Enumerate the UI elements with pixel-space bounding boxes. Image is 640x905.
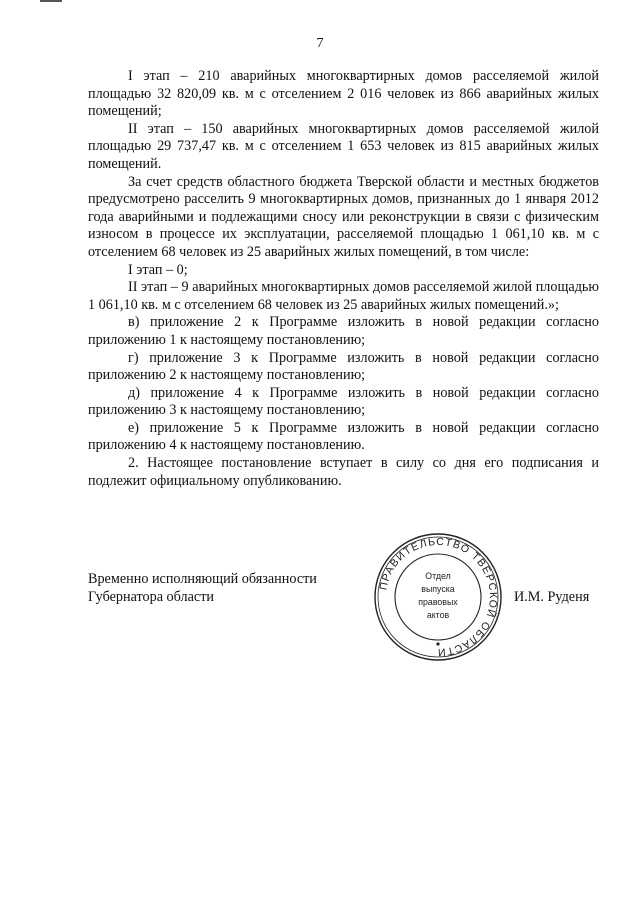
- stamp-center-line4: актов: [426, 610, 450, 620]
- paragraph-item-d: д) приложение 4 к Программе изложить в новой редакции согласно приложению 3 к настоящему постановлению;: [88, 384, 599, 419]
- page-number: 7: [316, 36, 324, 51]
- paragraph-item-g: г) приложение 3 к Программе изложить в новой редакции согласно приложению 2 к настоящему постановлению;: [88, 349, 599, 384]
- paragraph-effective-date: 2. Настоящее постановление вступает в силу со дня его подписания и подлежит официальному опубликованию.: [88, 455, 599, 489]
- signer-position: [88, 571, 317, 606]
- paragraph-stage-1: I этап – 210 аварийных многоквартирных домов расселяемой жилой площадью 32 820,09 кв. м с отселением 2 016 человек из 866 аварийных жилых помещений;: [88, 68, 599, 120]
- stamp-ring-text: ПРАВИТЕЛЬСТВО ТВЕРСКОЙ ОБЛАСТИ: [377, 535, 500, 659]
- paragraph-item-v: в) приложение 2 к Программе изложить в новой редакции согласно приложению 1 к настоящему постановлению;: [88, 314, 599, 348]
- paragraph-item-e: е) приложение 5 к Программе изложить в новой редакции согласно приложению 4 к настоящему постановлению.: [88, 419, 599, 454]
- paragraph-stage-2: II этап – 150 аварийных многоквартирных домов расселяемой жилой площадью 29 737,47 кв. м с отселением 1 653 человек из 815 аварийных жилых помещений.: [88, 120, 599, 172]
- official-stamp: [372, 531, 504, 663]
- paragraph-stage-2-regional: II этап – 9 аварийных многоквартирных домов расселяемой жилой площадью 1 061,10 кв. м с отселением 68 человек из 25 аварийных жилых помещений.»;: [88, 279, 599, 313]
- signer-position-line2: Губернатора области: [88, 588, 214, 605]
- paragraph-stage-1-zero: I этап – 0;: [128, 261, 188, 278]
- stamp-seal-graphic: [372, 531, 504, 663]
- stamp-center-line1: Отдел: [425, 571, 451, 581]
- stamp-dot-icon: [436, 642, 439, 645]
- paragraph-regional-budget: За счет средств областного бюджета Тверской области и местных бюджетов предусмотрено расселить 9 многоквартирных домов, признанных до 1 января 2012 года аварийными и подлежащими сносу или реконструкции в связи с физическим износом в процессе их эксплуатации, расселяемой площадью 1 061,10 кв. м с отселением 68 человек из 25 аварийных жилых помещений, в том числе:: [88, 173, 599, 260]
- stamp-center-line2: выпуска: [421, 584, 455, 594]
- stamp-center-line3: правовых: [418, 597, 458, 607]
- scan-corner-mark: [40, 0, 62, 2]
- signer-position-line1: Временно исполняющий обязанности: [88, 571, 317, 587]
- document-body: [88, 68, 599, 490]
- signer-name: И.М. Руденя: [514, 589, 590, 605]
